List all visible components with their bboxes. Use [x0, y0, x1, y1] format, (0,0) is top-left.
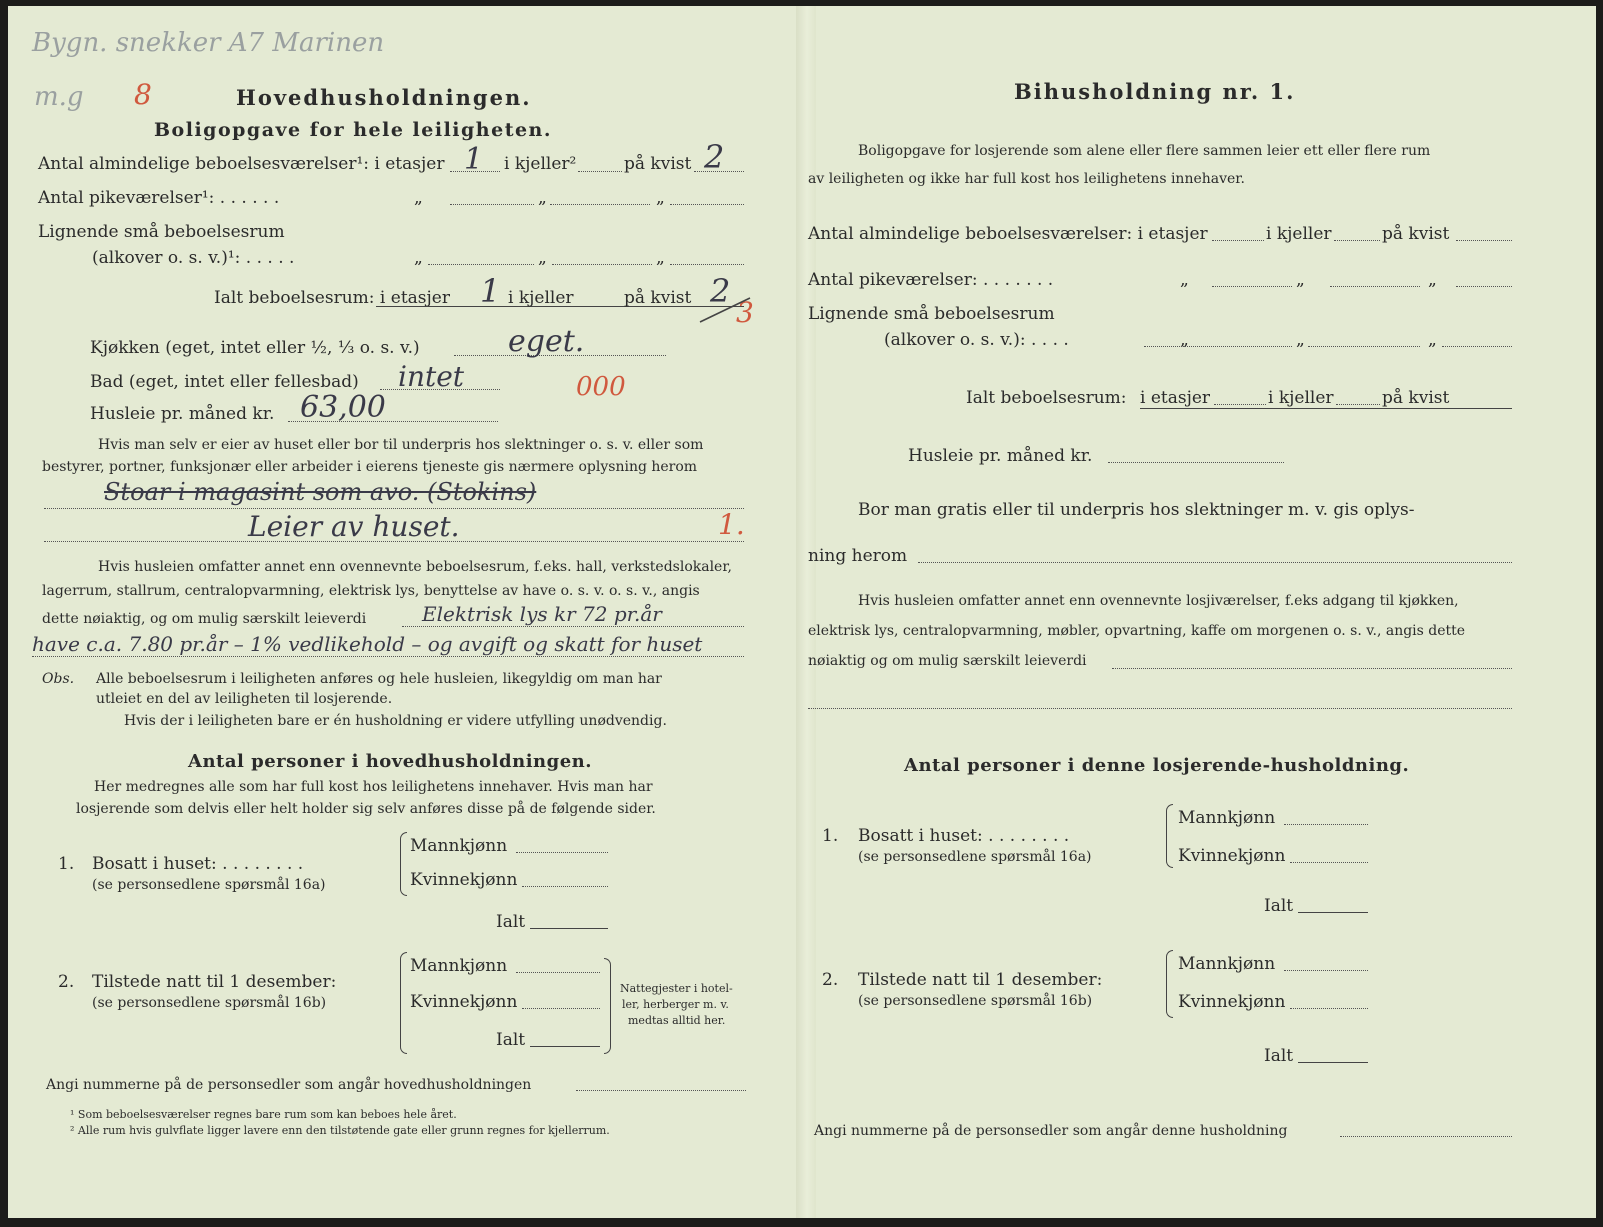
eier-struck-entry: Stoar i magasint som avo. (Stokins) — [104, 478, 537, 506]
red-number: 8 — [134, 78, 152, 111]
right-bosatt-number: 1. — [822, 826, 839, 846]
right-rooms-label: Antal almindelige beboelsesværelser: i etasjer — [808, 224, 1208, 244]
bosatt-sub: (se personsedlene spørsmål 16a) — [92, 877, 326, 893]
husleie-value: 63,00 — [300, 390, 386, 425]
bad-label: Bad (eget, intet eller fellesbad) — [90, 372, 359, 392]
right-field-tilstede-ialt[interactable] — [1298, 1062, 1368, 1063]
right-field-alkover-kvist[interactable] — [1442, 346, 1512, 347]
field-angi-left[interactable] — [576, 1090, 746, 1091]
ditto-mark: „ — [414, 188, 423, 208]
field-alkover-etasjer[interactable] — [428, 264, 534, 265]
tilstede-brace-right — [604, 958, 611, 1054]
ditto-mark: „ — [656, 188, 665, 208]
angi-left: Angi nummerne på de personsedler som angår hovedhusholdningen — [46, 1077, 532, 1093]
right-field-kvist[interactable] — [1456, 240, 1512, 241]
alkover-label: (alkover o. s. v.)¹: . . . . . — [92, 248, 295, 268]
eier-handwritten: Leier av huset. — [248, 510, 460, 543]
field-kjeller[interactable] — [578, 171, 622, 172]
natt-note-line2: ler, herberger m. v. — [622, 998, 729, 1011]
right-field-leieverdi[interactable] — [1112, 668, 1512, 669]
right-small-rooms-label: Lignende små beboelsesrum — [808, 304, 1055, 324]
natt-note-line1: Nattegjester i hotel- — [620, 982, 733, 995]
right-tilstede-label: Tilstede natt til 1 desember: — [858, 970, 1103, 990]
bosatt-kvinne-label: Kvinnekjønn — [410, 870, 518, 890]
right-bosatt-ialt-label: Ialt — [1264, 896, 1294, 916]
right-field-pike-kvist[interactable] — [1456, 286, 1512, 287]
tilstede-label: Tilstede natt til 1 desember: — [92, 972, 337, 992]
right-field-etasjer[interactable] — [1212, 240, 1264, 241]
ditto-mark: „ — [1180, 330, 1189, 350]
bosatt-number: 1. — [58, 854, 75, 874]
right-intro-line1: Boligopgave for losjerende som alene eller flere sammen leier ett eller flere rum — [858, 143, 1431, 159]
right-kjeller-label: i kjeller — [1266, 224, 1332, 244]
field-eier-line2[interactable] — [44, 541, 744, 542]
right-field-ialt-kjeller[interactable] — [1336, 404, 1380, 405]
field-pike-kjeller[interactable] — [550, 204, 650, 205]
value-kvist: 2 — [704, 138, 725, 176]
right-tilstede-brace — [1166, 950, 1173, 1018]
ditto-mark: „ — [538, 248, 547, 268]
right-field-bosatt-mann[interactable] — [1284, 824, 1368, 825]
right-title: Bihusholdning nr. 1. — [1014, 79, 1296, 104]
footnote-2: ² Alle rum hvis gulvflate ligger lavere enn den tilstøtende gate eller grunn regnes for kjellerrum. — [70, 1124, 610, 1137]
natt-note-line3: medtas alltid her. — [628, 1014, 726, 1027]
obs-label: Obs. — [42, 671, 75, 687]
tilstede-mann-label: Mannkjønn — [410, 956, 508, 976]
right-field-alkover-kjeller[interactable] — [1308, 346, 1420, 347]
right-bosatt-kvinne-label: Kvinnekjønn — [1178, 846, 1286, 866]
right-bosatt-label: Bosatt i huset: . . . . . . . . — [858, 826, 1070, 846]
right-tilstede-sub: (se personsedlene spørsmål 16b) — [858, 993, 1093, 1009]
right-gratis-line1: Bor man gratis eller til underpris hos slektninger m. v. gis oplys- — [858, 500, 1415, 520]
field-bosatt-mann[interactable] — [516, 852, 608, 853]
right-field-pike-kjeller[interactable] — [1330, 286, 1420, 287]
obs-line2: utleiet en del av leiligheten til losjerende. — [96, 691, 393, 707]
tilstede-kvinne-label: Kvinnekjønn — [410, 992, 518, 1012]
ditto-mark: „ — [656, 248, 665, 268]
right-field-alkover-etasjer[interactable] — [1144, 346, 1292, 347]
ditto-mark: „ — [1428, 270, 1437, 290]
right-field-tilstede-kvinne[interactable] — [1290, 1008, 1368, 1009]
ialt-value-kvist: 2 — [710, 272, 731, 310]
field-tilstede-ialt[interactable] — [530, 1046, 600, 1047]
right-ialt-kvist: på kvist — [1382, 388, 1450, 408]
ditto-mark: „ — [414, 248, 423, 268]
ialt-kvist-label: på kvist — [624, 288, 692, 308]
right-field-ialt-etasjer[interactable] — [1214, 404, 1266, 405]
right-field-kjeller[interactable] — [1334, 240, 1380, 241]
tilstede-brace — [400, 952, 407, 1054]
kvist-label: på kvist — [624, 154, 692, 174]
obs-line1: Alle beboelsesrum i leiligheten anføres og hele husleien, likegyldig om man har — [96, 671, 662, 687]
right-bosatt-mann-label: Mannkjønn — [1178, 808, 1276, 828]
right-ialt-underline — [1140, 408, 1512, 409]
ditto-mark: „ — [1180, 270, 1189, 290]
right-angi: Angi nummerne på de personsedler som angår denne husholdning — [814, 1123, 1288, 1139]
field-alkover-kjeller[interactable] — [552, 264, 652, 265]
right-field-tilstede-mann[interactable] — [1284, 970, 1368, 971]
page-subtitle: Boligopgave for hele leiligheten. — [154, 119, 552, 141]
ditto-mark: „ — [1428, 330, 1437, 350]
right-field-husleie[interactable] — [1108, 462, 1284, 463]
pike-label: Antal pikeværelser¹: . . . . . . — [38, 188, 280, 208]
right-intro-line2: av leiligheten og ikke har full kost hos leilighetens innehaver. — [808, 171, 1245, 187]
field-leieverdi-2[interactable] — [32, 656, 744, 657]
husleie-label: Husleie pr. måned kr. — [90, 404, 275, 424]
small-rooms-label: Lignende små beboelsesrum — [38, 222, 285, 242]
omf-text-line2: lagerrum, stallrum, centralopvarmning, elektrisk lys, benyttelse av have o. s. v. o. s. v., angis — [42, 583, 700, 599]
antal-text-line1: Her medregnes alle som har full kost hos leilighetens innehaver. Hvis man har — [94, 779, 653, 795]
right-tilstede-kvinne-label: Kvinnekjønn — [1178, 992, 1286, 1012]
right-ialt-label: Ialt beboelsesrum: — [966, 388, 1127, 408]
right-kvist-label: på kvist — [1382, 224, 1450, 244]
page-title: Hovedhusholdningen. — [236, 85, 532, 110]
right-bosatt-sub: (se personsedlene spørsmål 16a) — [858, 849, 1092, 865]
leieverdi-handwritten: Elektrisk lys kr 72 pr.år — [422, 602, 662, 626]
field-bosatt-ialt[interactable] — [530, 928, 608, 929]
footnote-1: ¹ Som beboelsesværelser regnes bare rum som kan beboes hele året. — [70, 1108, 457, 1121]
ditto-mark: „ — [1296, 330, 1305, 350]
field-bosatt-kvinne[interactable] — [522, 886, 608, 887]
right-tilstede-ialt-label: Ialt — [1264, 1046, 1294, 1066]
ialt-strike — [698, 294, 758, 324]
eier-text-line2: bestyrer, portner, funksjonær eller arbeider i eierens tjeneste gis nærmere oplysning herom — [42, 459, 698, 475]
bad-value: intet — [398, 360, 465, 393]
leieverdi-handwritten-2: have c.a. 7.80 pr.år – 1% vedlikehold – og avgift og skatt for huset — [32, 632, 703, 656]
right-field-gratis[interactable] — [918, 562, 1512, 563]
ialt-value-etasjer: 1 — [480, 272, 501, 310]
tilstede-ialt-label: Ialt — [496, 1030, 526, 1050]
kjokken-label: Kjøkken (eget, intet eller ½, ⅓ o. s. v.) — [90, 338, 420, 358]
kjeller-label: i kjeller² — [504, 154, 577, 174]
right-alkover-label: (alkover o. s. v.): . . . . — [884, 330, 1069, 350]
ialt-kjeller-label: i kjeller — [508, 288, 574, 308]
right-bosatt-brace — [1166, 804, 1173, 868]
field-tilstede-kvinne[interactable] — [522, 1008, 600, 1009]
obs-line3: Hvis der i leiligheten bare er én husholdning er videre utfylling unødvendig. — [124, 713, 667, 729]
eier-text-line1: Hvis man selv er eier av huset eller bor til underpris hos slektninger o. s. v. eller som — [98, 437, 704, 453]
right-field-angi[interactable] — [1340, 1136, 1512, 1137]
kjokken-value: eget. — [508, 324, 585, 359]
field-alkover-kvist[interactable] — [670, 264, 744, 265]
ditto-mark: „ — [538, 188, 547, 208]
bad-red-code: 000 — [576, 372, 626, 402]
field-eier-line1[interactable] — [44, 508, 744, 509]
right-tilstede-mann-label: Mannkjønn — [1178, 954, 1276, 974]
pencil-note: Bygn. snekker A7 Marinen — [32, 28, 385, 58]
right-field-bosatt-ialt[interactable] — [1298, 912, 1368, 913]
right-ialt-etasjer: i etasjer — [1140, 388, 1211, 408]
antal-text-line2: losjerende som delvis eller helt holder sig selv anføres disse på de følgende sider. — [76, 801, 656, 817]
antal-title: Antal personer i hovedhusholdningen. — [188, 751, 593, 772]
bosatt-mann-label: Mannkjønn — [410, 836, 508, 856]
tilstede-number: 2. — [58, 972, 75, 992]
right-gratis-line2: ning herom — [808, 546, 908, 566]
right-tilstede-number: 2. — [822, 970, 839, 990]
tilstede-sub: (se personsedlene spørsmål 16b) — [92, 995, 327, 1011]
right-antal-title: Antal personer i denne losjerende-husholdning. — [904, 755, 1410, 776]
field-leieverdi[interactable] — [402, 626, 744, 627]
right-ialt-kjeller: i kjeller — [1268, 388, 1334, 408]
ialt-rooms-label: Ialt beboelsesrum: i etasjer — [214, 288, 450, 308]
right-omf-line2: elektrisk lys, centralopvarmning, møbler, opvartning, kaffe om morgenen o. s. v., angis dette — [808, 623, 1466, 639]
field-pike-etasjer[interactable] — [450, 204, 534, 205]
omf-text-line1: Hvis husleien omfatter annet enn ovennevnte beboelsesrum, f.eks. hall, verkstedslokaler, — [98, 559, 732, 575]
pencil-mg: m.g — [34, 82, 84, 112]
rooms-label: Antal almindelige beboelsesværelser¹: i etasjer — [38, 154, 445, 174]
right-omf-line3: nøiaktig og om mulig særskilt leieverdi — [808, 653, 1087, 669]
field-pike-kvist[interactable] — [670, 204, 744, 205]
omf-text-line3: dette nøiaktig, og om mulig særskilt leieverdi — [42, 611, 367, 627]
right-field-pike-etasjer[interactable] — [1212, 286, 1292, 287]
ditto-mark: „ — [1296, 270, 1305, 290]
ialt-red-correction: 3 — [736, 296, 754, 329]
bosatt-label: Bosatt i huset: . . . . . . . . — [92, 854, 304, 874]
right-field-bosatt-kvinne[interactable] — [1290, 862, 1368, 863]
right-husleie-label: Husleie pr. måned kr. — [908, 446, 1093, 466]
right-omf-line1: Hvis husleien omfatter annet enn ovennevnte losjiværelser, f.eks adgang til kjøkken, — [858, 593, 1459, 609]
eier-red-code: 1. — [718, 508, 745, 541]
right-field-leieverdi-2[interactable] — [808, 708, 1512, 709]
bosatt-brace — [400, 832, 407, 896]
field-tilstede-mann[interactable] — [516, 972, 600, 973]
census-form-sheet — [8, 6, 1596, 1218]
bosatt-ialt-label: Ialt — [496, 912, 526, 932]
value-etasjer: 1 — [464, 142, 484, 177]
right-pike-label: Antal pikeværelser: . . . . . . . — [808, 270, 1054, 290]
